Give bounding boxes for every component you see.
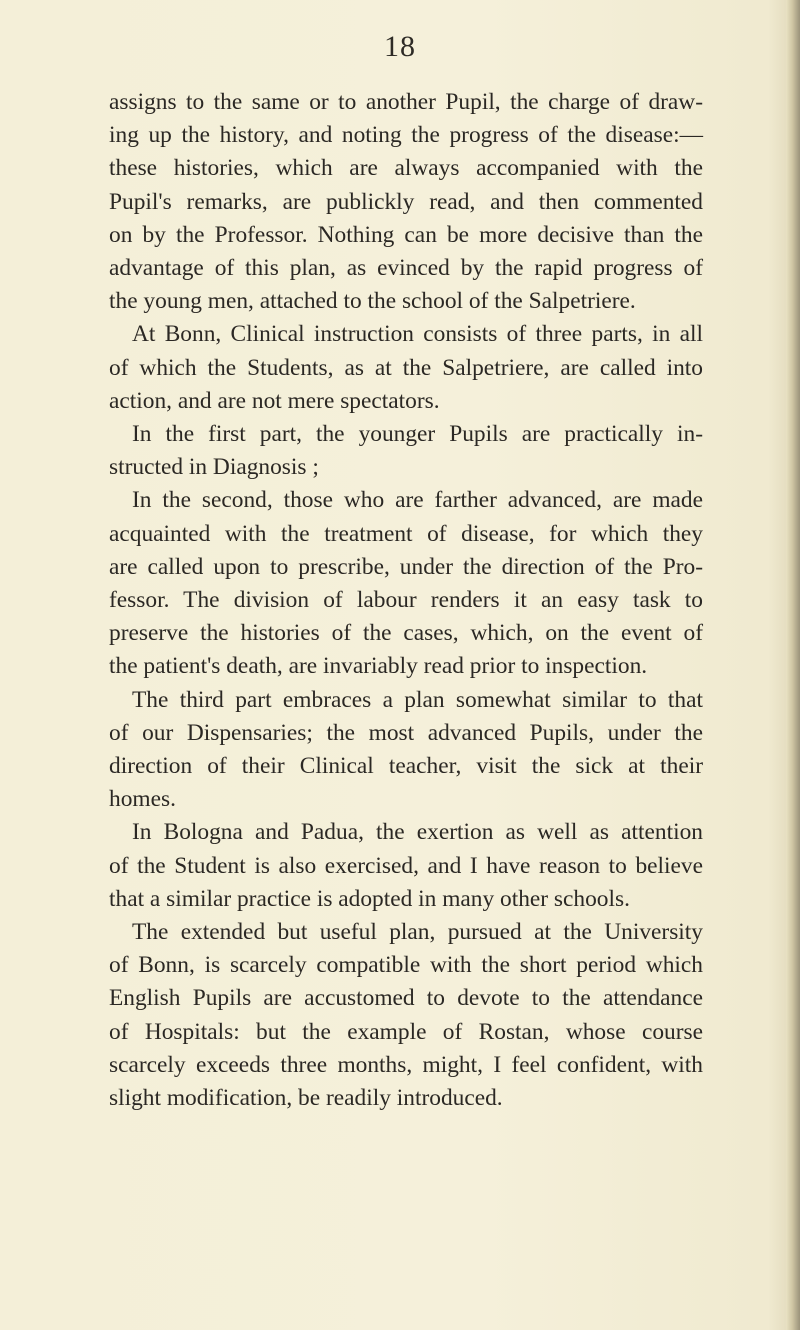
text-line: direction of their Clinical teacher, visit the sick at their (109, 753, 703, 780)
text-line: advantage of this plan, as evinced by the rapid progress of (109, 255, 703, 282)
page-number: 18 (384, 30, 416, 63)
text-line: Pupil's remarks, are publickly read, and then commented (109, 188, 703, 215)
text-line: these histories, which are always accompanied with the (109, 155, 703, 182)
text-line: ing up the history, and noting the progress of the disease:— (109, 122, 703, 149)
text-line: fessor. The division of labour renders it an easy task to (109, 587, 703, 614)
text-line: assigns to the same or to another Pupil, the charge of draw- (109, 89, 703, 115)
text-line: homes. (109, 786, 176, 813)
text-line: the patient's death, are invariably read prior to inspection. (109, 653, 648, 680)
text-line: The extended but useful plan, pursued at the University (132, 919, 703, 946)
text-line: are called upon to prescribe, under the direction of the Pro- (109, 553, 703, 580)
text-line: the young men, attached to the school of the Salpetriere. (109, 288, 636, 315)
body-text (109, 86, 703, 1115)
text-line: preserve the histories of the cases, which, on the event of (109, 620, 703, 647)
text-line: of which the Students, as at the Salpetriere, are called into (109, 354, 703, 381)
text-line: of the Student is also exercised, and I have reason to believe (109, 852, 703, 879)
text-line: that a similar practice is adopted in many other schools. (109, 885, 630, 912)
text-line: action, and are not mere spectators. (109, 387, 440, 414)
text-line: slight modification, be readily introduced. (109, 1085, 503, 1112)
text-line: acquainted with the treatment of disease, for which they (109, 520, 703, 547)
text-line: The third part embraces a plan somewhat similar to that (132, 686, 703, 713)
text-line: structed in Diagnosis ; (109, 454, 319, 481)
text-line: of our Dispensaries; the most advanced Pupils, under the (109, 719, 703, 746)
text-line: of Hospitals: but the example of Rostan, whose course (109, 1018, 703, 1045)
text-line: At Bonn, Clinical instruction consists of three parts, in all (132, 321, 703, 348)
page-edge-shadow (786, 0, 800, 1330)
text-line: scarcely exceeds three months, might, I feel confident, with (109, 1051, 703, 1078)
text-line: on by the Professor. Nothing can be more decisive than the (109, 221, 703, 248)
text-line: In Bologna and Padua, the exertion as well as attention (132, 819, 703, 846)
text-line: In the first part, the younger Pupils are practically in- (132, 421, 703, 448)
text-line: English Pupils are accustomed to devote to the attendance (109, 985, 703, 1012)
text-line: of Bonn, is scarcely compatible with the short period which (109, 952, 703, 979)
text-line: In the second, those who are farther advanced, are made (132, 487, 703, 514)
